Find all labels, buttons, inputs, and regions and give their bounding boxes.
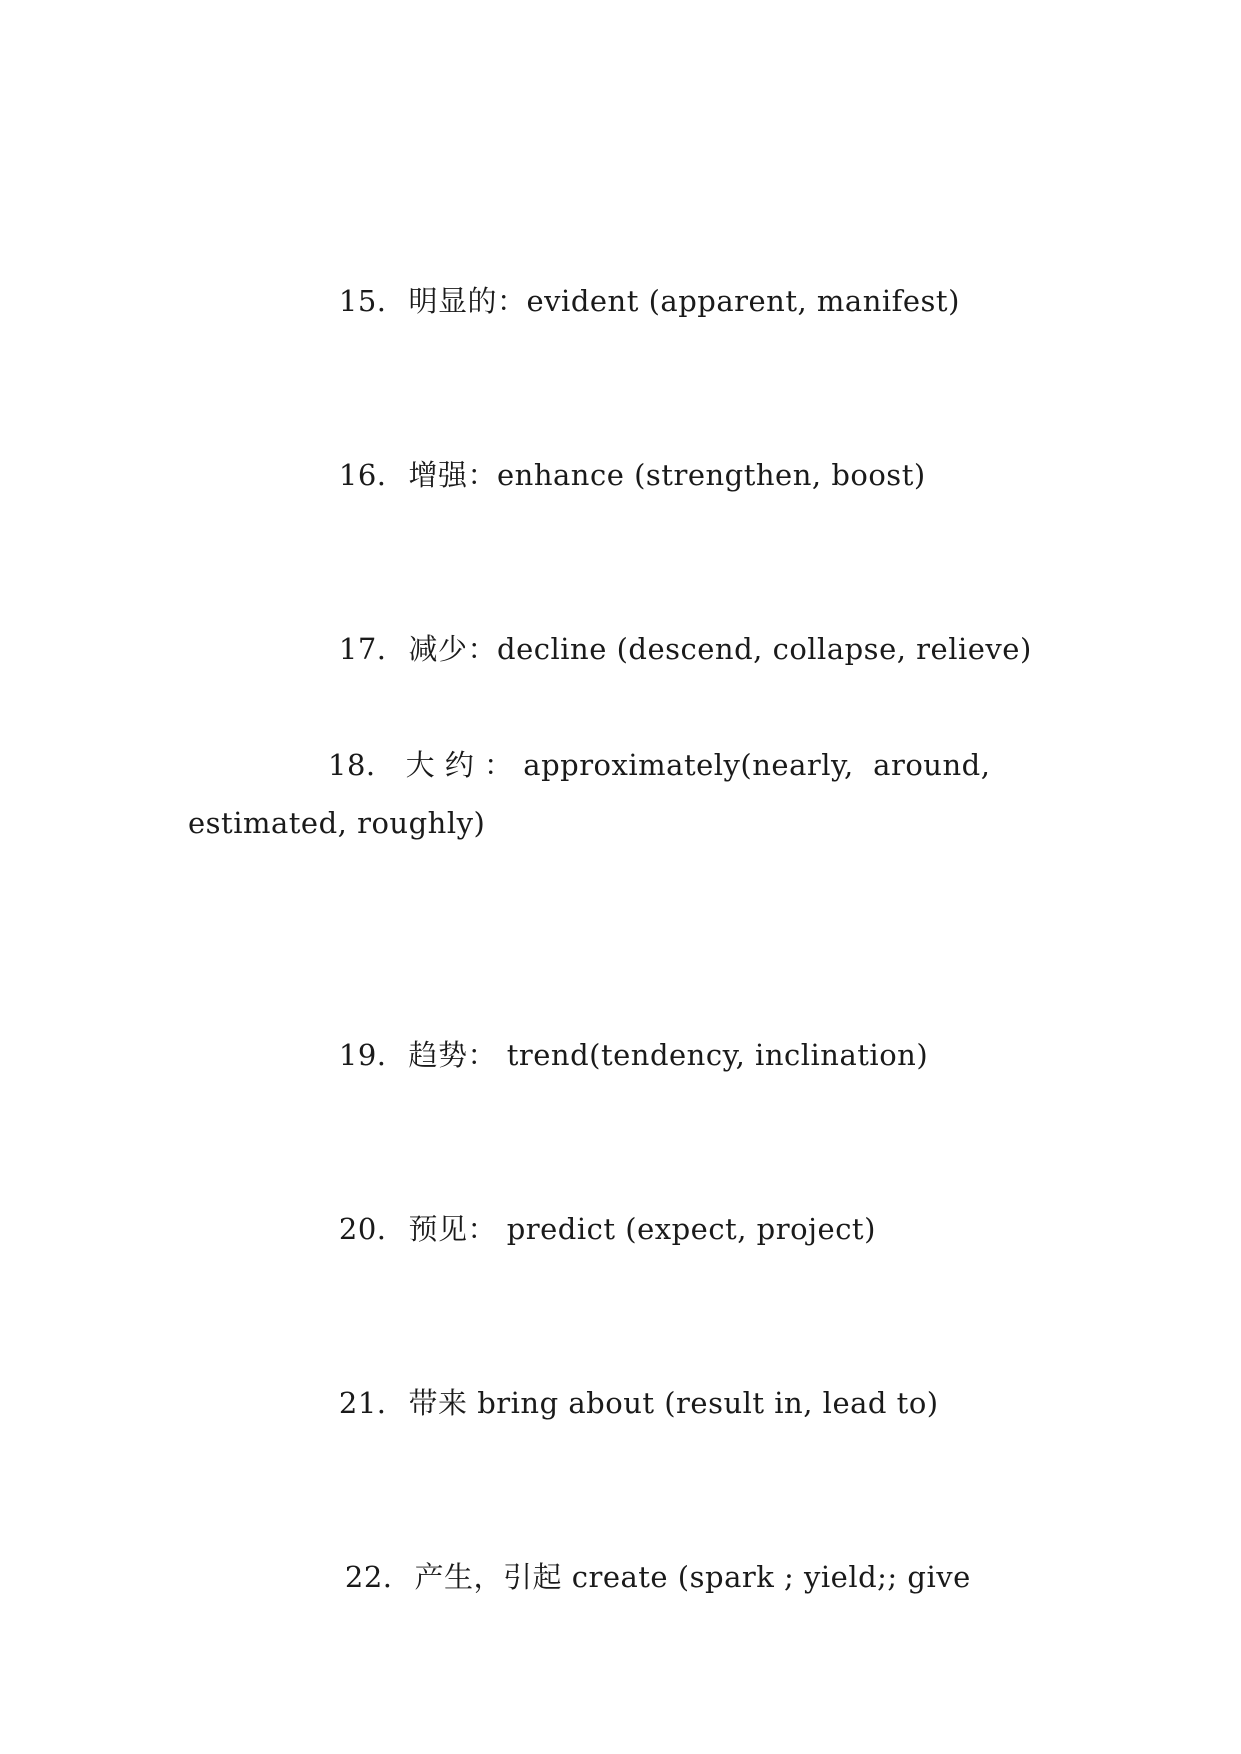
- entry-text: 明显的：evident (apparent, manifest): [408, 284, 960, 318]
- entry-22: [306, 1490, 971, 1664]
- entry-text: 带来 bring about (result in, lead to): [408, 1386, 939, 1420]
- entry-text: 预见： predict (expect, project): [408, 1212, 876, 1246]
- entry-number: 19.: [338, 1038, 387, 1072]
- entry-text: 产生，引起 create (spark ; yield;; give: [414, 1560, 971, 1594]
- entry-19: [300, 968, 928, 1142]
- entry-text-line-1: 大 约 ： approximately(nearly, around,: [405, 748, 991, 782]
- entry-18: [188, 736, 1058, 852]
- entry-number: 20.: [338, 1212, 387, 1246]
- entry-16: [300, 388, 926, 562]
- entry-text-line-2: estimated, roughly): [188, 806, 486, 840]
- entry-line-1: [188, 736, 1058, 794]
- entry-number: 22.: [344, 1560, 393, 1594]
- entry-number: 17.: [338, 632, 387, 666]
- entry-21: [300, 1316, 939, 1490]
- entry-20: [300, 1142, 876, 1316]
- entry-number: 18.: [328, 748, 376, 782]
- entry-text: 增强：enhance (strengthen, boost): [408, 458, 926, 492]
- entry-text: 减少：decline (descend, collapse, relieve): [408, 632, 1032, 666]
- entry-number: 15.: [338, 284, 387, 318]
- entry-number: 16.: [338, 458, 387, 492]
- entry-text: 趋势： trend(tendency, inclination): [408, 1038, 929, 1072]
- entry-15: [300, 214, 960, 388]
- entry-17: [300, 562, 1032, 736]
- entry-number: 21.: [338, 1386, 387, 1420]
